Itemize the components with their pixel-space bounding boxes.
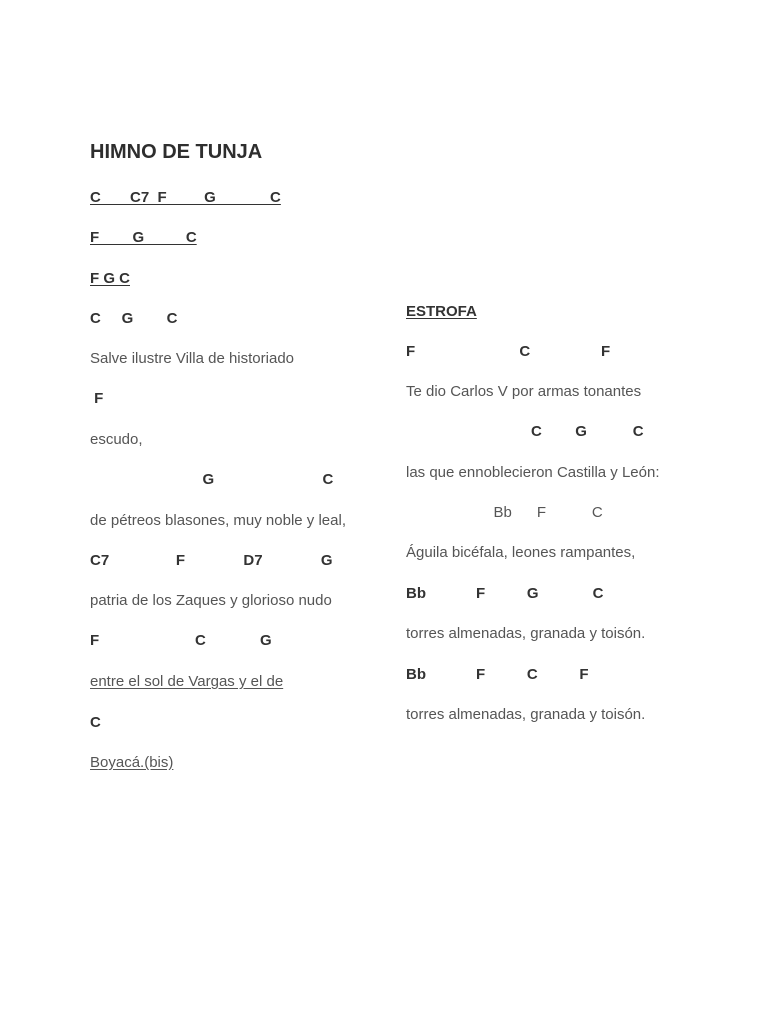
lyric-line (406, 623, 645, 645)
lyric-text: entre el sol de Vargas y el de (90, 673, 284, 690)
chord-text: Bb F C F (406, 666, 589, 683)
lyric-text: Te dio Carlos V por armas tonantes (406, 383, 642, 400)
lyric-line (90, 429, 143, 451)
lyric-line (90, 510, 346, 532)
lyric-line (90, 348, 294, 370)
chord-line (406, 502, 603, 524)
section-heading (406, 301, 477, 323)
song-title: HIMNO DE TUNJA (90, 141, 263, 163)
lyric-text: torres almenadas, granada y toisón. (406, 625, 646, 642)
lyric-line (90, 590, 332, 612)
chord-text: C G C (90, 310, 178, 327)
chord-text: Bb F G C (406, 585, 604, 602)
chord-line (90, 268, 130, 290)
lyric-line (90, 752, 173, 774)
chord-line (90, 187, 281, 209)
lyric-line (406, 462, 660, 484)
chord-line (406, 664, 589, 686)
lyric-text: las que ennoblecieron Castilla y León: (406, 464, 660, 481)
lyric-line (406, 542, 635, 564)
lyric-line (406, 704, 645, 726)
chord-line (90, 712, 101, 734)
chord-text: F (90, 390, 104, 407)
chord-text: F G C (90, 270, 130, 287)
chord-line (90, 469, 333, 491)
lyric-text: de pétreos blasones, muy noble y leal, (90, 512, 346, 529)
lyric-text: Boyacá.(bis) (90, 754, 174, 771)
chord-line (406, 341, 610, 363)
lyric-line (90, 671, 283, 693)
chord-text: F G C (90, 229, 197, 246)
chord-text: G C (90, 471, 334, 488)
chord-line (90, 630, 272, 652)
lyric-text: escudo, (90, 431, 143, 448)
chord-line (90, 550, 333, 572)
lyric-line (406, 381, 641, 403)
chord-text: C G C (406, 423, 644, 440)
lyric-text: patria de los Zaques y glorioso nudo (90, 592, 332, 609)
chord-text: C7 F D7 G (90, 552, 333, 569)
chord-text: C (90, 714, 101, 731)
chord-line (406, 583, 604, 605)
chord-line (90, 388, 103, 410)
section-heading-text: ESTROFA (406, 303, 477, 320)
chord-line (90, 308, 178, 330)
lyric-text: Salve ilustre Villa de historiado (90, 350, 295, 367)
chord-text: F C F (406, 343, 611, 360)
chord-text: F C G (90, 632, 272, 649)
lyric-text: Águila bicéfala, leones rampantes, (406, 544, 636, 561)
chord-line (406, 421, 644, 443)
lyric-text: torres almenadas, granada y toisón. (406, 706, 646, 723)
chord-text: Bb F C (406, 504, 603, 521)
chord-line (90, 227, 197, 249)
chord-text: C C7 F G C (90, 189, 281, 206)
